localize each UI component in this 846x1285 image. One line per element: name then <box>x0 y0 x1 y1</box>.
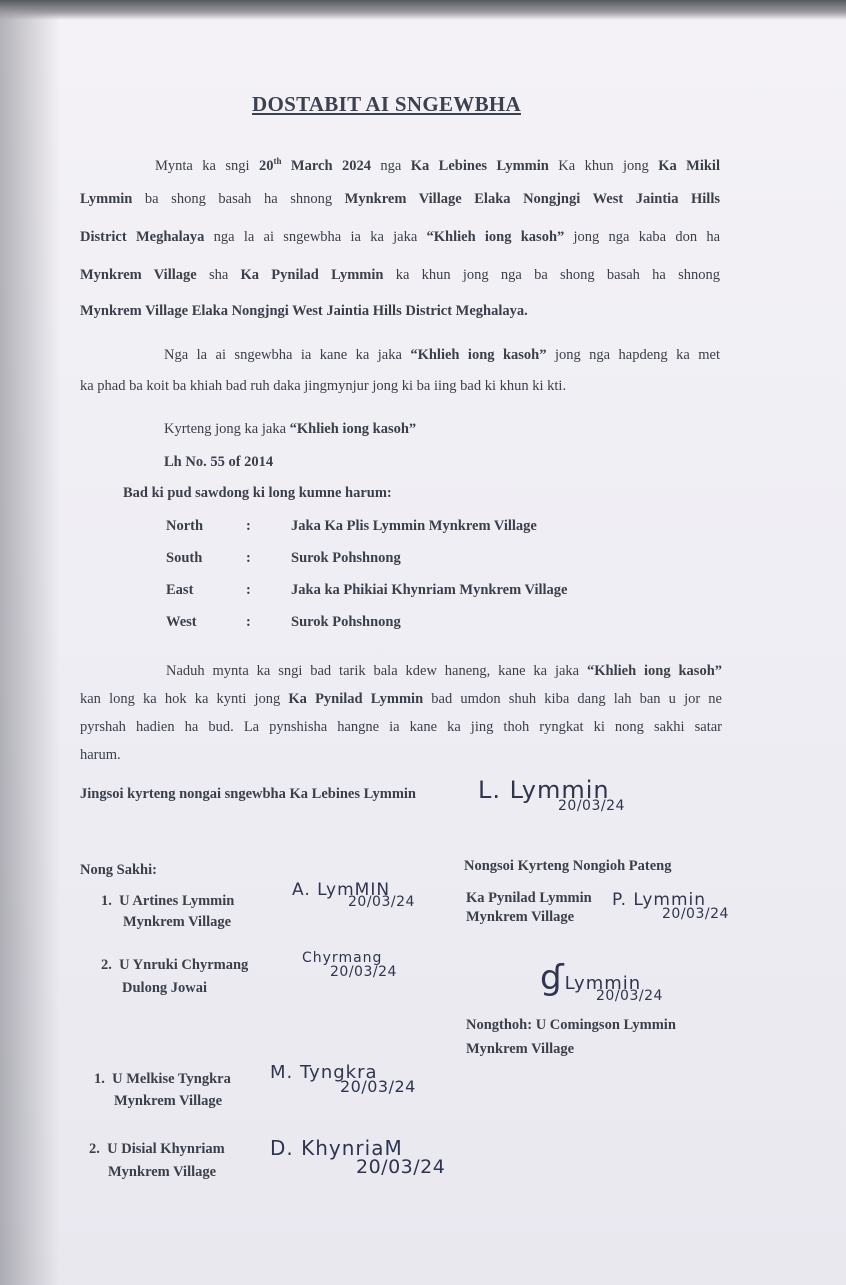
witness-2-name: 2. U Ynruki Chyrmang <box>101 957 249 973</box>
nongthoh-name: Nongthoh: U Comingson Lymmin <box>466 1017 676 1033</box>
nong-sakhi-heading: Nong Sakhi: <box>80 862 157 878</box>
paragraph-3-line-4: harum. <box>80 747 121 763</box>
signature-comingson: ɠLymmin 20/03/24 <box>540 958 663 1004</box>
recipient-name: Ka Pynilad Lymmin <box>466 890 592 906</box>
witness-4-place: Mynkrem Village <box>108 1164 217 1180</box>
witness-3-name: 1. U Melkise Tyngkra <box>94 1071 231 1087</box>
paragraph-3-line-3: pyrshah hadien ha bud. La pynshisha hangne ia kane ka jing thoh ryngkat ki nong sakhi satar <box>80 719 722 735</box>
paragraph-1-line-1: Mynta ka sngi 20th March 2024 nga Ka Lebines Lymmin Ka khun jong Ka Mikil <box>155 156 720 174</box>
document-title: DOSTABIT AI SNGEWBHA <box>252 92 521 116</box>
paragraph-1-line-2: Lymmin ba shong basah ha shnong Mynkrem Village Elaka Nongjngi West Jaintia Hills <box>80 191 721 207</box>
signature-ynruki: Chyrmang 20/03/24 <box>302 950 397 980</box>
witness-3-place: Mynkrem Village <box>114 1093 223 1109</box>
kyrteng-jaka: Kyrteng jong ka jaka “Khlieh iong kasoh” <box>164 421 417 437</box>
lh-number: Lh No. 55 of 2014 <box>164 454 274 470</box>
witness-1-place: Mynkrem Village <box>123 914 232 930</box>
signature-disial: D. KhynriaM 20/03/24 <box>270 1136 446 1178</box>
paragraph-1-line-3: District Meghalaya nga la ai sngewbha ia ka jaka “Khlieh iong kasoh” jong nga kaba don ha <box>80 229 720 245</box>
signature-pynilad: P. Lymmin 20/03/24 <box>612 890 729 922</box>
recipient-place: Mynkrem Village <box>466 909 575 925</box>
witness-4-name: 2. U Disial Khynriam <box>89 1141 225 1157</box>
boundary-south: South : Surok Pohshnong <box>166 550 401 566</box>
boundary-east: East : Jaka ka Phikiai Khynriam Mynkrem Village <box>166 582 568 598</box>
jingsoi-line: Jingsoi kyrteng nongai sngewbha Ka Lebines Lymmin <box>80 786 416 802</box>
signature-melkise: M. Tyngkra 20/03/24 <box>270 1062 416 1096</box>
paragraph-3-line-1: Naduh mynta ka sngi bad tarik bala kdew haneng, kane ka jaka “Khlieh iong kasoh” <box>166 663 723 679</box>
signature-lebines: L. Lymmin 20/03/24 <box>478 776 625 814</box>
boundary-north: North : Jaka Ka Plis Lymmin Mynkrem Village <box>166 518 537 534</box>
paragraph-3-line-2: kan long ka hok ka kynti jong Ka Pynilad Lymmin bad umdon shuh kiba dang lah ban u jor ne <box>80 691 722 707</box>
nongthoh-place: Mynkrem Village <box>466 1041 575 1057</box>
nongsoi-heading: Nongsoi Kyrteng Nongioh Pateng <box>464 858 672 874</box>
boundary-intro: Bad ki pud sawdong ki long kumne harum: <box>123 485 392 501</box>
paragraph-1-line-5: Mynkrem Village Elaka Nongjngi West Jaintia Hills District Meghalaya. <box>80 303 528 319</box>
paragraph-2-line-1: Nga la ai sngewbha ia kane ka jaka “Khlieh iong kasoh” jong nga hapdeng ka met <box>164 347 721 363</box>
witness-1-name: 1. U Artines Lymmin <box>101 893 235 909</box>
paragraph-1-line-4: Mynkrem Village sha Ka Pynilad Lymmin ka khun jong nga ba shong basah ha shnong <box>80 267 720 283</box>
witness-2-place: Dulong Jowai <box>122 980 208 996</box>
paragraph-2-line-2: ka phad ba koit ba khiah bad ruh daka jingmynjur jong ki ba iing bad ki khun ki kti. <box>80 378 567 394</box>
signature-artines: A. LymMIN 20/03/24 <box>292 880 415 910</box>
boundary-west: West : Surok Pohshnong <box>166 614 401 630</box>
